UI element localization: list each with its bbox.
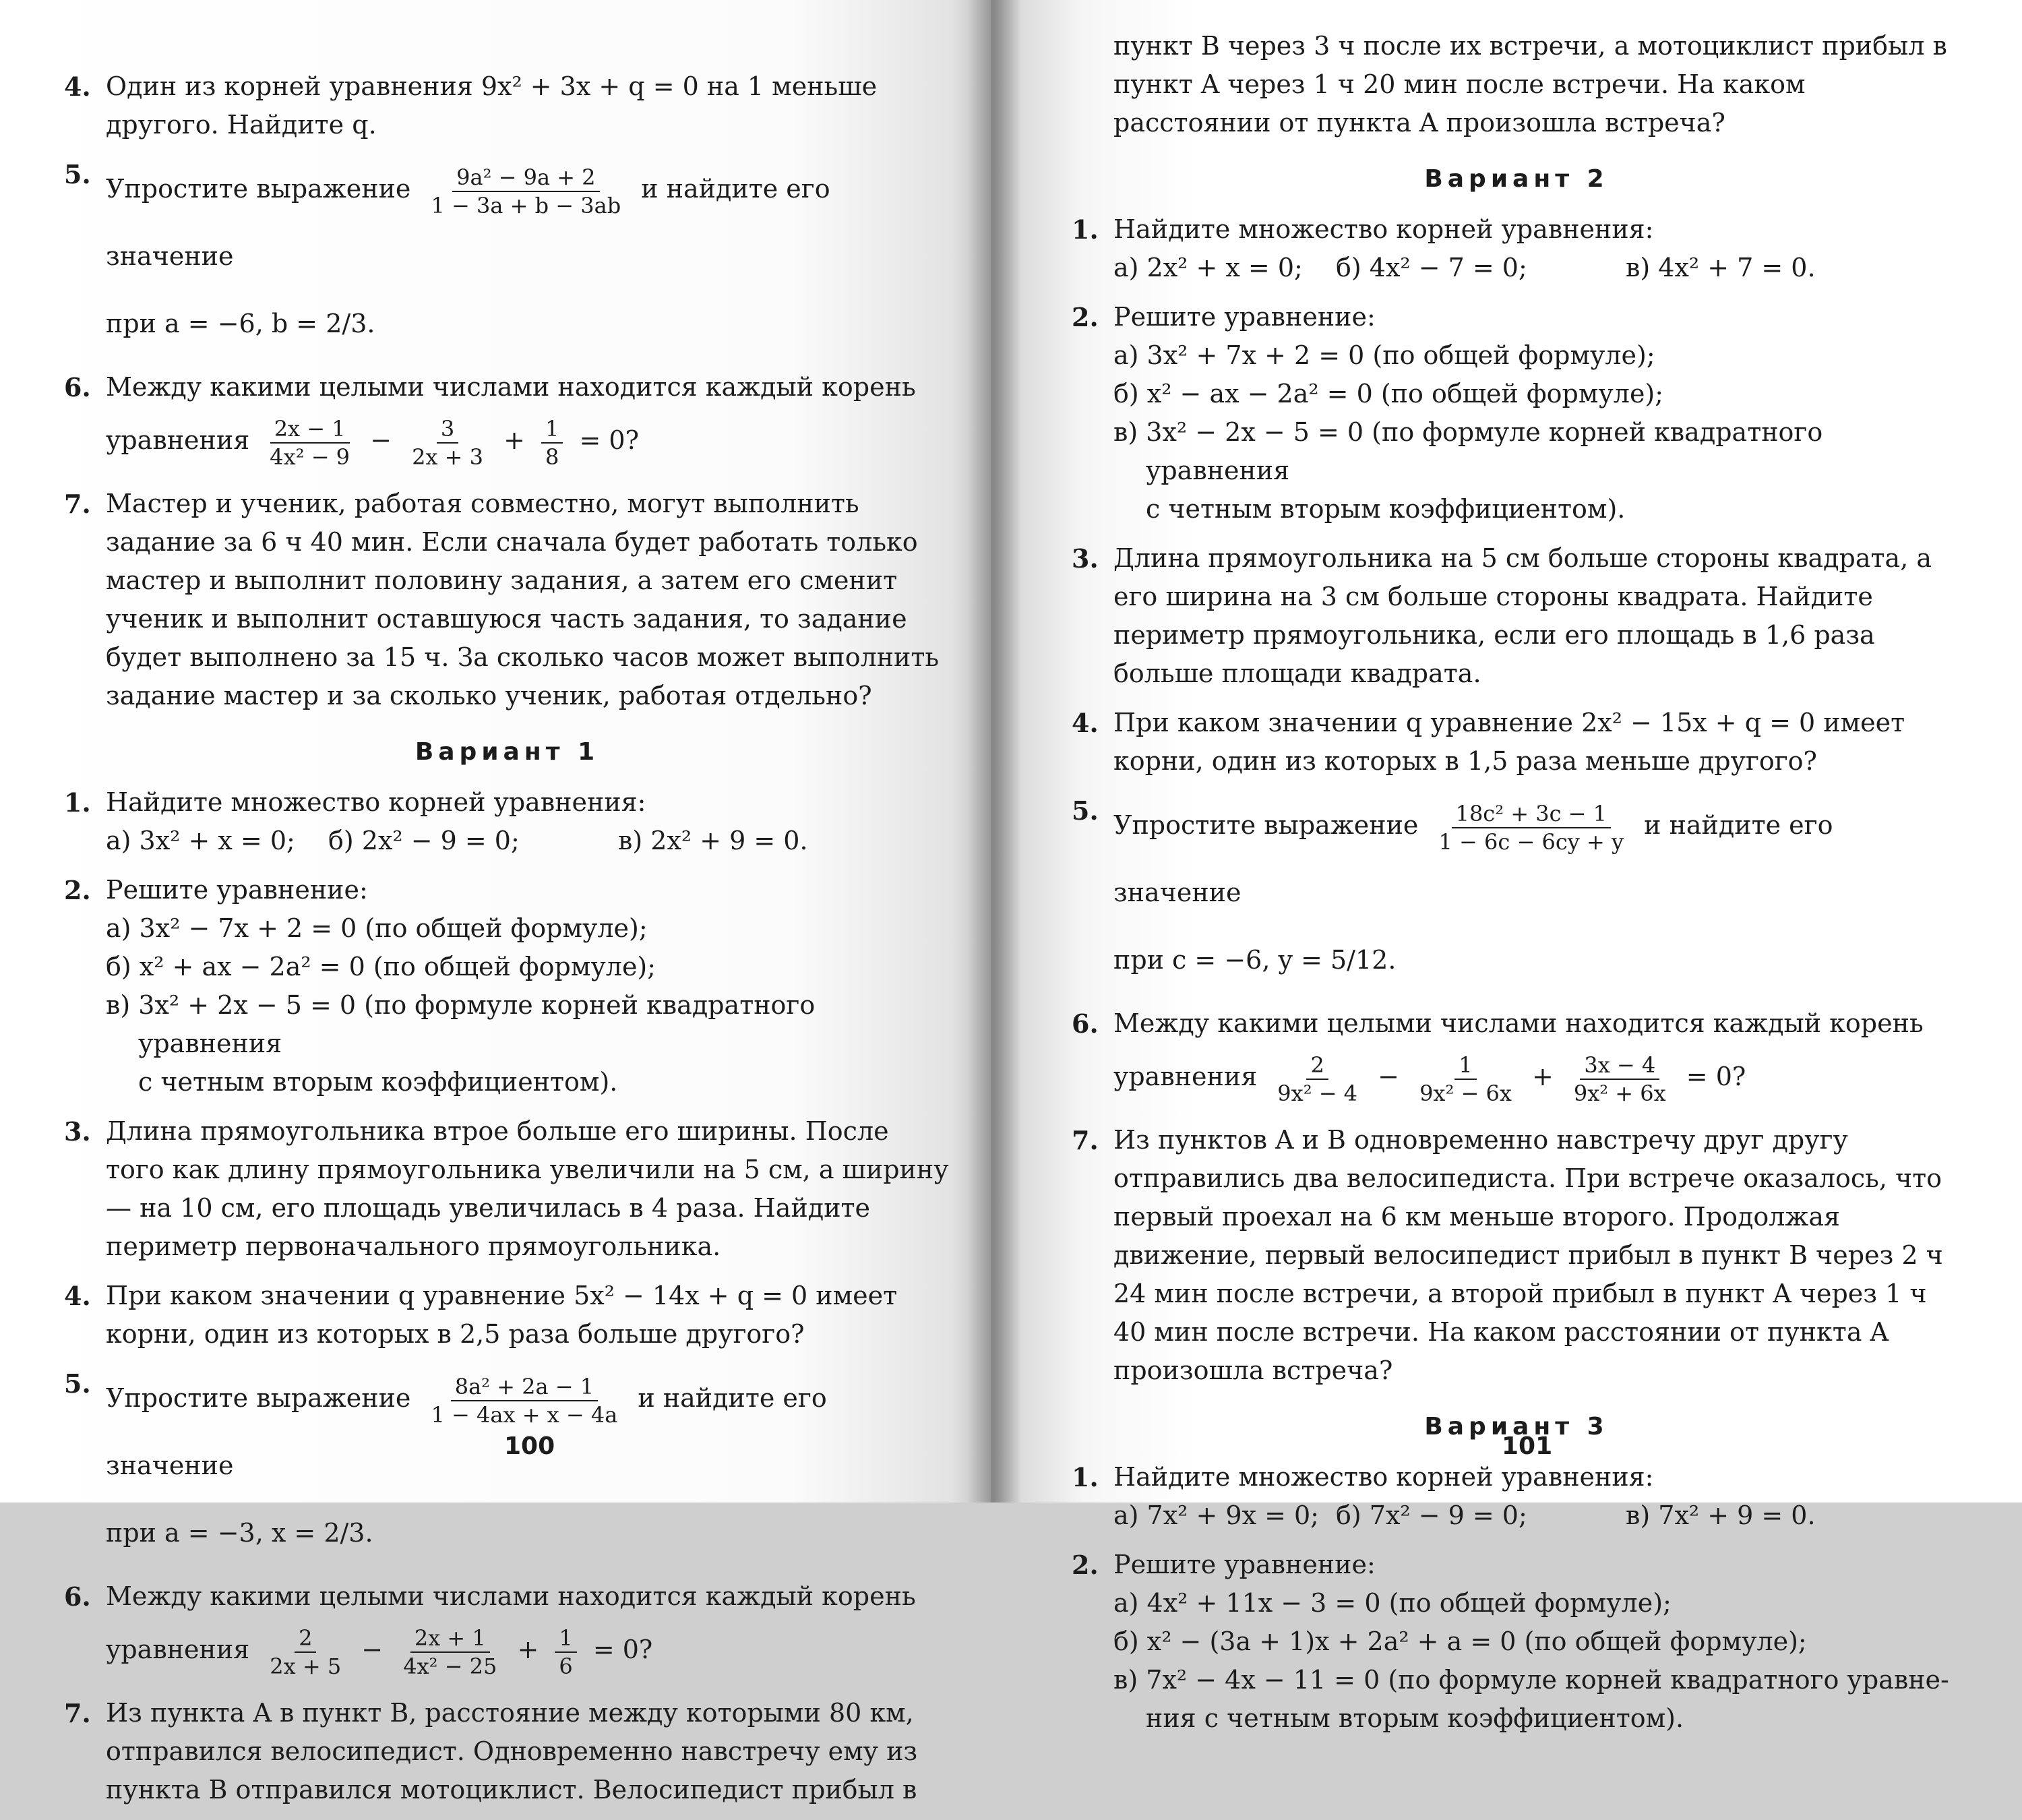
v1-task-1: 1. Найдите множество корней уравнения: а) 3x² + x = 0; б) 2x² − 9 = 0; в) 2x² + 9 = 0. xyxy=(64,787,808,855)
fraction: $\frac{2}{2x + 5}$ xyxy=(270,1625,342,1679)
v2-task-4: 4. При каком значении q уравнение 2x² − 15x + q = 0 имеет корни, один из которых в 1,5 раза меньше другого? xyxy=(1072,708,1905,776)
v2-task-2: 2. Решите уравнение: а) 3x² + 7x + 2 = 0 (по общей формуле); б) x² − ax − 2a² = 0 (по общей формуле); в) 3x² − 2x − 5 = 0 (по формуле корней квадратного уравнения с четным вторым коэффициентом). xyxy=(1072,302,1823,524)
left-page xyxy=(0,0,991,1804)
task-7-carry: 7. Мастер и ученик, работая совместно, могут выполнить задание за 6 ч 40 мин. Если сначала будет работать только мастер и выполнит половину задания, а затем его сменит ученик и выполнит оставшуюся часть задания, то задание будет выполнено за 15 ч. За сколько часов может выполнить задание мастер и за сколько ученик, работая отдельно? xyxy=(64,489,940,710)
fraction: $\frac{1}{6}$ xyxy=(555,1625,576,1680)
v1-task-5: 5. Упростите выражение $\frac{\text{8a² + 2a − 1}}{1 - 4ax + x - 4a}$ и найдите его значение при a = −3, x = 2/3. xyxy=(64,1368,827,1548)
fraction: $\frac{\text{18c² + 3c − 1}}{1 - 6c - 6cy + y}$ xyxy=(1438,800,1624,855)
right-page xyxy=(991,0,2022,1733)
left-page-content xyxy=(64,67,950,1820)
v2-task-7: 7. Из пунктов A и B одновременно навстречу друг другу отправились два велосипедиста. При встрече оказалось, что первый проехал на 6 км меньше второго. Продолжая движение, первый велосипедист прибыл в пункт B через 2 ч 24 мин после встречи, а второй прибыл в пункт A через 1 ч 40 мин после встречи. На каком расстоянии от пункта A произошла встреча? xyxy=(1072,1125,1943,1385)
v2-task-1: 1. Найдите множество корней уравнения: а) 2x² + x = 0; б) 4x² − 7 = 0; в) 4x² + 7 = 0. xyxy=(1072,214,1816,282)
v3-task-2: 2. Решите уравнение: а) 4x² + 11x − 3 = 0 (по общей формуле); б) x² − (3a + 1)x + 2a² + a = 0 (по общей формуле); в) 7x² − 4x − 11 = 0 (по формуле корней квадратного уравне- ния с четным вторым коэффициентом). xyxy=(1072,1550,1949,1733)
variant-1-heading: Вариант 1 xyxy=(415,738,600,766)
v1-task-3: 3. Длина прямоугольника втрое больше его ширины. После того как длину прямоугольника увеличили на 5 см, а ширину — на 10 см, его площадь увеличилась в 4 раза. Найдите периметр первоначального прямоугольника. xyxy=(64,1116,949,1261)
right-page-content xyxy=(1072,27,1961,1749)
fraction: $\frac{3x - 4}{\text{9x² + 6x}}$ xyxy=(1573,1052,1666,1106)
variant-3-heading: Вариант 3 xyxy=(1424,1413,1609,1440)
task-6-carry: 6. Между какими целыми числами находится каждый корень уравнения $\frac{2x - 1}{\text{4x² − 9}}$ − $\frac{3}{2x + 3}$ + $\frac{1}{8}$ = 0? xyxy=(64,372,916,470)
fraction: $\frac{\text{9a² − 9a + 2}}{1 - 3a + b - 3ab}$ xyxy=(431,164,621,218)
fraction: $\frac{1}{\text{9x² − 6x}}$ xyxy=(1419,1052,1512,1106)
page-number: 101 xyxy=(1502,1432,1553,1460)
v2-task-3: 3. Длина прямоугольника на 5 см больше стороны квадрата, а его ширина на 3 см больше стороны квадрата. Найдите периметр прямоугольника, если его площадь в 1,6 раза больше площади квадрата. xyxy=(1072,543,1932,688)
task-7-continued: пункт B через 3 ч после их встречи, а мотоциклист прибыл в пункт A через 1 ч 20 мин после встречи. На каком расстоянии от пункта A произошла встреча? xyxy=(1113,31,1947,138)
v3-task-1: 1. Найдите множество корней уравнения: а) 7x² + 9x = 0; б) 7x² − 9 = 0; в) 7x² + 9 = 0. xyxy=(1072,1462,1816,1530)
fraction: $\frac{\text{8a² + 2a − 1}}{1 - 4ax + x - 4a}$ xyxy=(431,1373,618,1428)
fraction: $\frac{2}{\text{9x² − 4}}$ xyxy=(1277,1052,1358,1106)
v1-task-6: 6. Между какими целыми числами находится каждый корень уравнения $\frac{2}{2x + 5}$ − $\frac{2x + 1}{\text{4x² − 25}}$ + $\frac{1}{6}$ = 0? xyxy=(64,1581,916,1679)
fraction: $\frac{2x + 1}{\text{4x² − 25}}$ xyxy=(403,1625,497,1679)
v1-task-4: 4. При каком значении q уравнение 5x² − 14x + q = 0 имеет корни, один из которых в 2,5 раза больше другого? xyxy=(64,1281,898,1349)
variant-2-heading: Вариант 2 xyxy=(1424,165,1609,193)
v1-task-2: 2. Решите уравнение: а) 3x² − 7x + 2 = 0 (по общей формуле); б) x² + ax − 2a² = 0 (по общей формуле); в) 3x² + 2x − 5 = 0 (по формуле корней квадратного уравнения с четным вторым коэффициентом). xyxy=(64,875,816,1097)
task-4-carry: 4. Один из корней уравнения 9x² + 3x + q = 0 на 1 меньше другого. Найдите q. xyxy=(64,71,878,140)
fraction: $\frac{1}{8}$ xyxy=(541,415,563,471)
fraction: $\frac{2x - 1}{\text{4x² − 9}}$ xyxy=(270,415,350,470)
fraction: $\frac{3}{2x + 3}$ xyxy=(412,415,483,470)
task-5-carry: 5. Упростите выражение $\frac{\text{9a² − 9a + 2}}{1 - 3a + b - 3ab}$ и найдите его значение при a = −6, b = 2/3. xyxy=(64,159,830,338)
v2-task-6: 6. Между какими целыми числами находится каждый корень уравнения $\frac{2}{\text{9x² − 4}}$ − $\frac{1}{\text{9x² − 6x}}$ + $\frac{3x - 4}{\text{9x² + 6x}}$ = 0? xyxy=(1072,1008,1924,1106)
v1-task-7: 7. Из пункта A в пункт B, расстояние между которыми 80 км, отправился велосипедист. Одновременно навстречу ему из пункта B отправился мотоциклист. Велосипедист прибыл в xyxy=(64,1698,918,1804)
v2-task-5: 5. Упростите выражение $\frac{\text{18c² + 3c − 1}}{1 - 6c - 6cy + y}$ и найдите его значение при c = −6, y = 5/12. xyxy=(1072,795,1833,975)
page-number: 100 xyxy=(504,1432,555,1460)
